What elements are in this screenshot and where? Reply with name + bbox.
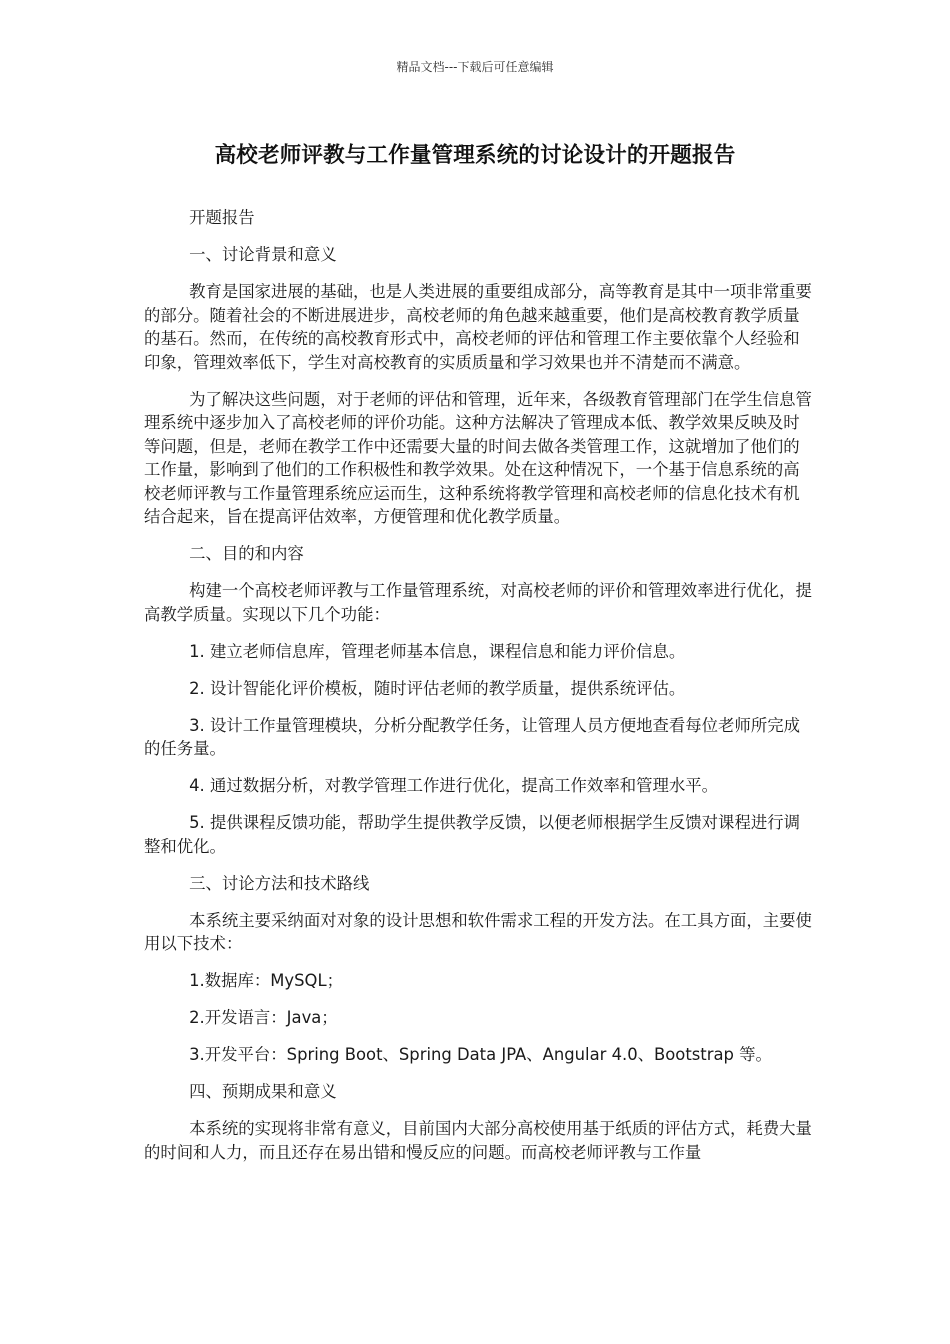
list-item: 2. 设计智能化评价模板，随时评估老师的教学质量，提供系统评估。 (189, 678, 686, 698)
list-item: 1.数据库：MySQL； (189, 971, 343, 990)
list-item: 5. 提供课程反馈功能，帮助学生提供教学反馈，以便老师根据学生反馈对课程进行调整和优化。 (144, 813, 801, 856)
body-paragraph: 为了解决这些问题，对于老师的评估和管理，近年来，各级教育管理部门在学生信息管理系统中逐步加入了高校老师的评价功能。这种方法解决了管理成本低、教学效果反映及时等问题，但是，老师在教学工作中还需要大量的时间去做各类管理工作，这就增加了他们的工作量，影响到了他们的工作积极性和教学效果。处在这种情况下，一个基于信息系统的高校老师评教与工作量管理系统应运而生，这种系统将教学管理和高校老师的信息化技术有机结合起来，旨在提高评估效率，方便管理和优化教学质量。 (144, 389, 812, 526)
document-body (144, 206, 812, 1178)
header-note: 精品文档---下载后可任意编辑 (396, 60, 554, 74)
section-heading: 二、目的和内容 (189, 544, 304, 563)
section-heading: 四、预期成果和意义 (189, 1082, 337, 1101)
section-heading: 三、讨论方法和技术路线 (189, 873, 370, 893)
list-item: 3.开发平台：Spring Boot、Spring Data JPA、Angular 4.0、Bootstrap 等。 (189, 1045, 772, 1064)
list-item: 4. 通过数据分析，对教学管理工作进行优化，提高工作效率和管理水平。 (189, 776, 719, 795)
body-paragraph: 本系统主要采纳面对对象的设计思想和软件需求工程的开发方法。在工具方面，主要使用以下技术： (144, 910, 812, 953)
list-item: 3. 设计工作量管理模块，分析分配教学任务，让管理人员方便地查看每位老师所完成的任务量。 (144, 715, 801, 758)
document-title: 高校老师评教与工作量管理系统的讨论设计的开题报告 (214, 143, 736, 168)
list-item: 2.开发语言：Java； (189, 1008, 338, 1027)
body-paragraph: 教育是国家进展的基础，也是人类进展的重要组成部分，高等教育是其中一项非常重要的部分。随着社会的不断进展进步，高校老师的角色越来越重要，他们是高校教育教学质量的基石。然而，在传统的高校教育形式中，高校老师的评估和管理工作主要依靠个人经验和印象，管理效率低下，学生对高校教育的实质质量和学习效果也并不清楚而不满意。 (144, 282, 812, 372)
list-item: 1. 建立老师信息库，管理老师基本信息，课程信息和能力评价信息。 (189, 641, 686, 661)
section-heading: 一、讨论背景和意义 (189, 245, 337, 264)
body-paragraph: 构建一个高校老师评教与工作量管理系统，对高校老师的评价和管理效率进行优化，提高教学质量。实现以下几个功能： (144, 581, 812, 624)
body-paragraph: 本系统的实现将非常有意义，目前国内大部分高校使用基于纸质的评估方式，耗费大量的时间和人力，而且还存在易出错和慢反应的问题。而高校老师评教与工作量 (144, 1119, 812, 1162)
section-label: 开题报告 (189, 208, 255, 227)
